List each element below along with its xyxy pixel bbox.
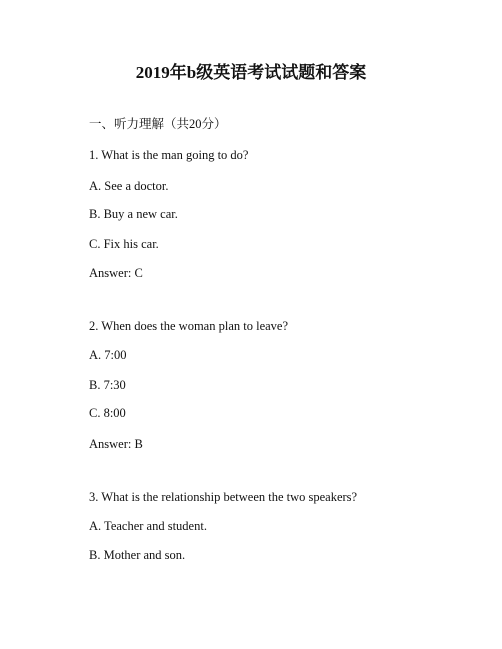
question-2-option-c: C. 8:00 (89, 406, 126, 420)
question-1-option-a: A. See a doctor. (89, 179, 169, 193)
question-3-option-b: B. Mother and son. (89, 548, 186, 562)
question-1: 1. What is the man going to do? (89, 148, 249, 162)
question-2-answer: Answer: B (89, 437, 143, 451)
question-2-option-a: A. 7:00 (89, 348, 127, 362)
document-title: 2019年b级英语考试试题和答案 (135, 63, 367, 82)
question-1-option-b: B. Buy a new car. (89, 207, 178, 221)
question-3: 3. What is the relationship between the two speakers? (89, 490, 358, 504)
question-2-option-b: B. 7:30 (89, 378, 126, 392)
question-1-answer: Answer: C (89, 266, 143, 280)
section-heading: 一、听力理解（共20分） (89, 117, 227, 131)
question-2: 2. When does the woman plan to leave? (89, 319, 289, 333)
question-1-option-c: C. Fix his car. (89, 237, 159, 251)
question-3-option-a: A. Teacher and student. (89, 519, 207, 533)
